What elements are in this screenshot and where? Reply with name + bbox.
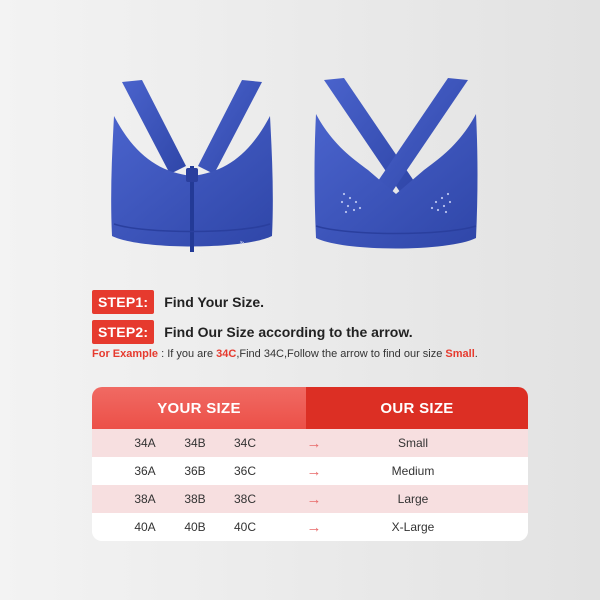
example-note [92, 348, 478, 360]
size-cell: 40A [134, 520, 156, 534]
svg-text:⪢: ⪢ [240, 239, 244, 246]
your-size-header: YOUR SIZE [92, 387, 306, 429]
example-text-part1: If you are [167, 348, 217, 360]
product-image-back [304, 74, 488, 270]
sports-bra-back-illustration [304, 74, 488, 270]
example-end: . [474, 348, 478, 360]
step-1-badge: STEP1: [92, 290, 154, 314]
size-conversion-table [92, 387, 528, 541]
table-row [92, 429, 528, 457]
arrow-right-icon: → [306, 490, 322, 508]
size-cell: 38A [134, 492, 156, 506]
our-size-cell: Large [397, 492, 429, 506]
our-size-cell: Medium [391, 464, 435, 478]
table-row [92, 513, 528, 541]
step-1 [92, 290, 264, 314]
arrow-right-icon: → [306, 518, 322, 536]
size-cell: 36A [134, 464, 156, 478]
product-image-front [100, 74, 284, 270]
size-cell: 34C [233, 436, 256, 450]
size-cell: 38B [184, 492, 206, 506]
size-cell: 40C [233, 520, 256, 534]
arrow-right-icon: → [306, 434, 322, 452]
our-size-cell: X-Large [391, 520, 435, 534]
sports-bra-front-illustration [100, 74, 284, 270]
example-text-part2: ,Find 34C,Follow the arrow to find our size [236, 348, 446, 360]
size-cell: 34A [134, 436, 156, 450]
table-header [92, 387, 528, 429]
step-2-text: Find Our Size according to the arrow. [164, 324, 413, 340]
step-1-text: Find Your Size. [164, 294, 265, 310]
size-cell: 40B [184, 520, 206, 534]
example-result-highlight: Small [445, 348, 475, 360]
example-colon: : [158, 348, 168, 360]
size-cell: 38C [233, 492, 256, 506]
example-label: For Example [92, 348, 159, 360]
example-size-highlight: 34C [216, 348, 237, 360]
our-size-header: OUR SIZE [306, 387, 528, 429]
size-cell: 34B [184, 436, 206, 450]
step-2-badge: STEP2: [92, 320, 154, 344]
our-size-cell: Small [397, 436, 428, 450]
size-cell: 36B [184, 464, 206, 478]
table-row [92, 457, 528, 485]
step-2 [92, 320, 413, 344]
arrow-right-icon: → [306, 462, 322, 480]
size-cell: 36C [233, 464, 256, 478]
table-row [92, 485, 528, 513]
